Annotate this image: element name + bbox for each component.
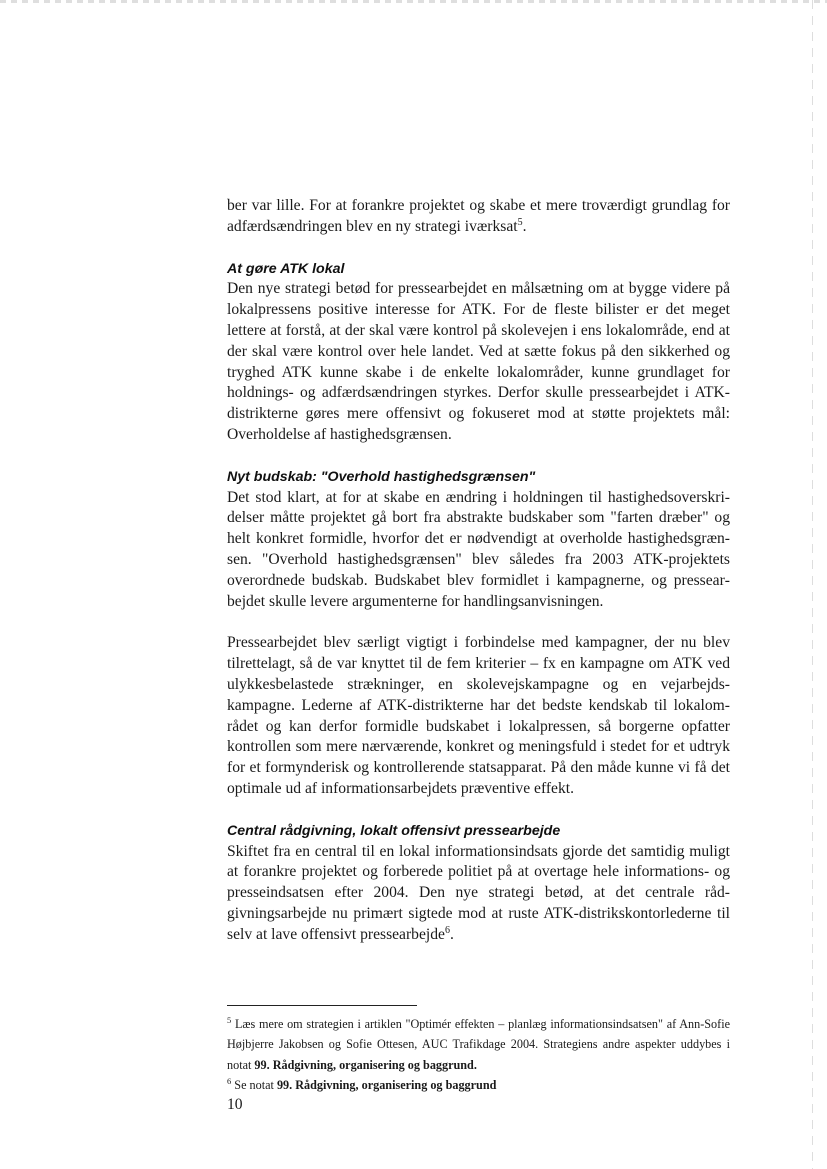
paragraph-raadgivning: Skiftet fra en central til en lokal informationsindsats gjorde det samtidig muligt at forankre projektet og forberede politiet på at overtage hele informations- og presseindsatsen efter 2004. Den nye strategi betød, at det centrale rådgivningsarbejde nu primært sigtede mod at ruste ATK-distrikskontorlederne til selv at lave offensivt pressearbejde$^6$. <box>227 842 730 943</box>
paragraph-budskab-2: Pressearbejdet blev særligt vigtigt i forbindelse med kampagner, der nu blev tilrettelagt, så de var knyttet til de fem kriterier – fx en kampagne om ATK ved ulykkesbelastede strækninger, en skolevejskampagne og en vejarbejdskampagne. Lederne af ATK-distrikterne har det bedste kendskab til lokalområdet og kan derfor formidle budskabet i lokalpressen, så borgerne opfatter kontrollen som mere nærværende, konkret og meningsfuld i stedet for et udtryk for et formynderisk og kontrollerende statsapparat. På den måde kunne vi få det optimale ud af informationsarbejdets præventive effekt. <box>227 634 730 797</box>
paragraph-budskab-1: Det stod klart, at for at skabe en ændring i holdningen til hastighedsoverskridelser måtte projektet gå bort fra abstrakte budskaber som "farten dræber" og helt konkret formidle, hvorfor det er nødvendigt at overholde hastighedsgrænsen. "Overhold hastighedsgrænsen" blev således fra 2003 ATK-projektets overordnede budskab. Budskabet blev formidlet i kampagnerne, og pressearbejdet skulle levere argumenterne for handlingsanvisningen. <box>227 488 730 610</box>
page-number: 10 <box>227 1096 243 1113</box>
footnote-5: $^5$ Læs mere om strategien i artiklen "Optimér effekten – planlæg informationsindsatsen" af Ann-Sofie Højbjerre Jakobsen og Sofie Ottesen, AUC Trafikdage 2004. Strategiens andre aspekter uddybes i notat 99. Rådgivning, organisering og baggrund. <box>227 1014 730 1072</box>
footnotes <box>227 1005 730 1095</box>
scan-edge-right <box>812 0 813 1169</box>
footnote-6-reference: 99. Rådgivning, organisering og baggrund <box>276 1077 497 1092</box>
paragraph-lokal: Den nye strategi betød for pressearbejdet en målsætning om at bygge videre på lokalpressens positive interesse for ATK. For de fleste bilister er det meget lettere at forstå, at der skal være kontrol på skolevejen i ens lokalområde, end at der skal være kontrol over hele landet. Ved at sætte fokus på den sikkerhed og tryghed ATK kunne skabe i de enkelte lokalområder, kunne grundlaget for holdnings- og adfærdsændringen styrkes. Derfor skulle pressearbejdet i ATK-distrikterne gøres mere offensivt og fokuseret mod at støtte projektets mål: Overholdelse af hastighedsgrænsen. <box>227 280 730 443</box>
section-heading-raadgivning: Central rådgivning, lokalt offensivt pressearbejde <box>227 822 561 839</box>
section-heading-budskab: Nyt budskab: "Overhold hastighedsgrænsen" <box>227 468 536 485</box>
footnote-5-reference: 99. Rådgivning, organisering og baggrund. <box>254 1057 477 1072</box>
footnote-ref-5[interactable]: 5 <box>517 216 523 228</box>
scan-edge-top <box>0 0 827 3</box>
footnote-6: $^6$ Se notat 99. Rådgivning, organisering og baggrund <box>227 1075 497 1092</box>
intro-text: ber var lille. For at forankre projektet og skabe et mere troværdigt grundlag for adfærdsændringen blev en ny strategi iværksat <box>227 197 730 235</box>
intro-paragraph: ber var lille. For at forankre projektet og skabe et mere troværdigt grundlag for adfærdsændringen blev en ny strategi iværksat$^5$. <box>227 197 730 235</box>
page-body <box>227 196 730 946</box>
section-heading-lokal: At gøre ATK lokal <box>227 260 345 277</box>
footnote-ref-6[interactable]: 6 <box>444 924 450 936</box>
footnote-rule <box>227 1005 417 1006</box>
